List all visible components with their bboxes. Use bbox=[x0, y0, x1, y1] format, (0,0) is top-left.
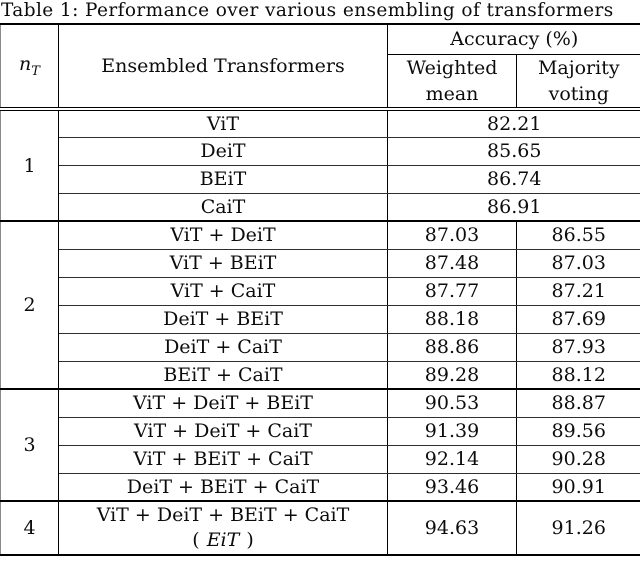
table-row bbox=[1, 305, 640, 333]
model-cell: ViT + DeiT + BEiT bbox=[59, 389, 388, 417]
table-row bbox=[1, 277, 640, 305]
nt-cell: 4 bbox=[1, 501, 59, 555]
table-caption: Table 1: Performance over various ensembling of transformers bbox=[1, 0, 614, 21]
accuracy-merged-cell: 86.74 bbox=[388, 165, 640, 193]
majority-cell: 90.28 bbox=[517, 445, 640, 473]
eit-paren-open: ( bbox=[192, 529, 200, 551]
weighted-cell: 88.18 bbox=[388, 305, 517, 333]
eit-model-name: EiT bbox=[206, 529, 240, 551]
majority-cell: 87.69 bbox=[517, 305, 640, 333]
eit-paren-close: ) bbox=[246, 529, 254, 551]
weighted-cell: 87.03 bbox=[388, 221, 517, 249]
table-row bbox=[1, 417, 640, 445]
table-row bbox=[1, 137, 640, 165]
table-row bbox=[1, 221, 640, 249]
majority-cell: 89.56 bbox=[517, 417, 640, 445]
weighted-cell: 92.14 bbox=[388, 445, 517, 473]
table-row bbox=[1, 445, 640, 473]
nt-cell: 3 bbox=[1, 389, 59, 501]
table-row bbox=[1, 249, 640, 277]
model-cell: DeiT + CaiT bbox=[59, 333, 388, 361]
table-row bbox=[1, 193, 640, 221]
majority-cell: 90.91 bbox=[517, 473, 640, 501]
nt-cell: 1 bbox=[1, 109, 59, 221]
header-accuracy: Accuracy (%) bbox=[388, 24, 640, 54]
weighted-cell: 87.48 bbox=[388, 249, 517, 277]
model-cell: DeiT + BEiT bbox=[59, 305, 388, 333]
header-weighted-mean bbox=[388, 54, 517, 109]
weighted-cell: 93.46 bbox=[388, 473, 517, 501]
weighted-cell: 88.86 bbox=[388, 333, 517, 361]
model-cell: BEiT + CaiT bbox=[59, 361, 388, 389]
accuracy-merged-cell: 82.21 bbox=[388, 109, 640, 137]
weighted-cell: 94.63 bbox=[388, 501, 517, 555]
nt-symbol: $n_T$ bbox=[19, 53, 40, 79]
table-row bbox=[1, 361, 640, 389]
majority-cell: 86.55 bbox=[517, 221, 640, 249]
majority-cell: 87.21 bbox=[517, 277, 640, 305]
nt-cell: 2 bbox=[1, 221, 59, 389]
majority-cell: 87.03 bbox=[517, 249, 640, 277]
model-cell: ViT + BEiT + CaiT bbox=[59, 445, 388, 473]
weighted-cell: 89.28 bbox=[388, 361, 517, 389]
majority-cell: 87.93 bbox=[517, 333, 640, 361]
majority-cell: 88.12 bbox=[517, 361, 640, 389]
model-cell: CaiT bbox=[59, 193, 388, 221]
model-cell: ViT + BEiT bbox=[59, 249, 388, 277]
majority-cell: 88.87 bbox=[517, 389, 640, 417]
model-cell: DeiT + BEiT + CaiT bbox=[59, 473, 388, 501]
model-cell: BEiT bbox=[59, 165, 388, 193]
model-cell: ViT bbox=[59, 109, 388, 137]
accuracy-merged-cell: 86.91 bbox=[388, 193, 640, 221]
header-row-1 bbox=[1, 24, 640, 54]
ensemble-name: ViT + DeiT + BEiT + CaiT bbox=[96, 504, 350, 526]
model-cell: ViT + CaiT bbox=[59, 277, 388, 305]
header-ensembled-transformers: Ensembled Transformers bbox=[59, 24, 388, 109]
table-row bbox=[1, 165, 640, 193]
model-cell: ViT + DeiT + CaiT bbox=[59, 417, 388, 445]
table-row bbox=[1, 333, 640, 361]
model-cell: ViT + DeiT bbox=[59, 221, 388, 249]
accuracy-merged-cell: 85.65 bbox=[388, 137, 640, 165]
model-cell: DeiT bbox=[59, 137, 388, 165]
weighted-label-line2: mean bbox=[425, 82, 479, 105]
table-row bbox=[1, 389, 640, 417]
weighted-cell: 91.39 bbox=[388, 417, 517, 445]
majority-cell: 91.26 bbox=[551, 517, 606, 539]
table-row bbox=[1, 473, 640, 501]
header-majority-voting bbox=[517, 54, 640, 109]
majority-label-line1: Majority bbox=[537, 56, 620, 79]
majority-label-line2: voting bbox=[548, 82, 609, 105]
results-table bbox=[0, 23, 640, 556]
table-row bbox=[1, 109, 640, 137]
weighted-cell: 87.77 bbox=[388, 277, 517, 305]
table-row bbox=[1, 501, 640, 555]
weighted-label-line1: Weighted bbox=[406, 56, 498, 79]
weighted-cell: 90.53 bbox=[388, 389, 517, 417]
model-cell bbox=[59, 501, 388, 555]
header-nt bbox=[1, 24, 59, 109]
